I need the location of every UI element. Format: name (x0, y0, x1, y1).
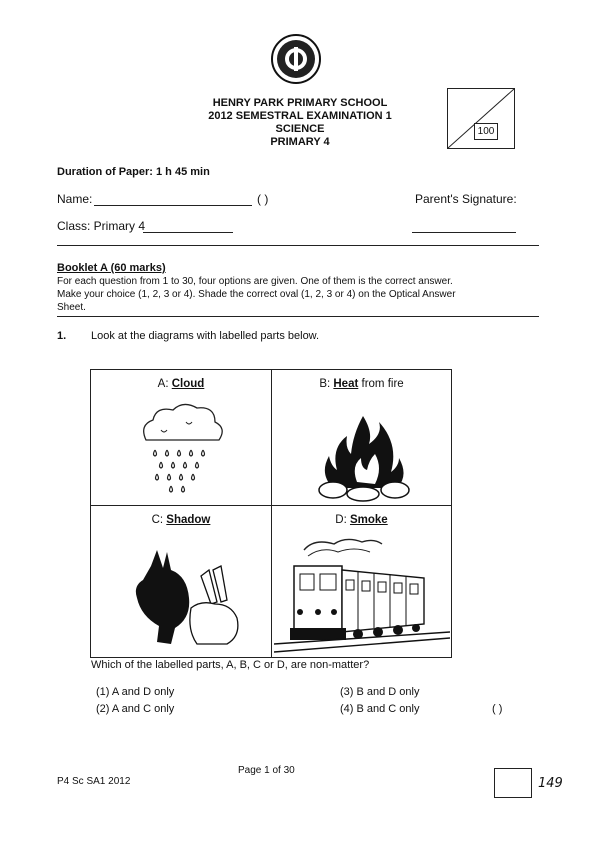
instructions-line-1: For each question from 1 to 30, four options are given. One of them is the correct answer. (57, 276, 453, 287)
cell-a-label: Cloud (171, 378, 205, 390)
instructions-divider (57, 316, 539, 317)
school-logo (270, 33, 322, 85)
diagram-cell-c: C: Shadow (90, 505, 272, 658)
diagram-cell-d: D: Smoke (271, 505, 452, 658)
fire-illustration (317, 414, 412, 502)
class-line[interactable] (143, 232, 233, 233)
name-label: Name: (57, 192, 93, 206)
hand-shadow-illustration (131, 546, 251, 656)
question-prompt: Which of the labelled parts, A, B, C or D, are non-matter? (91, 659, 370, 671)
train-illustration (274, 530, 450, 656)
class-label: Class: Primary 4 (57, 219, 146, 233)
question-number: 1. (57, 330, 67, 342)
booklet-title: Booklet A (60 marks) (57, 262, 166, 274)
page-number: Page 1 of 30 (238, 765, 295, 776)
subject: SCIENCE (275, 123, 325, 135)
duration: Duration of Paper: 1 h 45 min (57, 166, 210, 178)
option-4[interactable]: (4) B and C only (340, 703, 420, 715)
cell-c-label: Shadow (166, 514, 211, 526)
paper-code: P4 Sc SA1 2012 (57, 776, 131, 787)
cell-d-label: Smoke (349, 514, 388, 526)
section-divider (57, 245, 539, 246)
option-1[interactable]: (1) A and D only (96, 686, 175, 698)
level: PRIMARY 4 (270, 136, 330, 148)
option-3[interactable]: (3) B and D only (340, 686, 420, 698)
parent-signature-line[interactable] (412, 232, 516, 233)
instructions-line-3: Sheet. (57, 302, 86, 313)
register-number-bracket: ( ) (257, 192, 269, 206)
score-box (447, 88, 515, 149)
school-name: HENRY PARK PRIMARY SCHOOL (212, 97, 388, 109)
diagram-cell-a: A: Cloud (90, 369, 272, 506)
diagram-cell-b: B: Heat from fire (271, 369, 452, 506)
cell-b-label: Heat (333, 378, 359, 390)
exam-title: 2012 SEMESTRAL EXAMINATION 1 (208, 110, 392, 122)
score-total: 100 (474, 123, 498, 140)
cloud-illustration (131, 400, 231, 500)
diagram-grid (90, 369, 452, 658)
option-2[interactable]: (2) A and C only (96, 703, 175, 715)
handwritten-mark: 149 (538, 776, 563, 791)
marks-box (494, 768, 532, 798)
question-text: Look at the diagrams with labelled parts below. (91, 330, 320, 342)
answer-bracket[interactable]: ( ) (492, 703, 503, 715)
instructions-line-2: Make your choice (1, 2, 3 or 4). Shade the correct oval (1, 2, 3 or 4) on the Optical Answer (57, 289, 456, 300)
name-line[interactable] (94, 205, 252, 206)
parent-signature-label: Parent's Signature: (415, 192, 517, 206)
